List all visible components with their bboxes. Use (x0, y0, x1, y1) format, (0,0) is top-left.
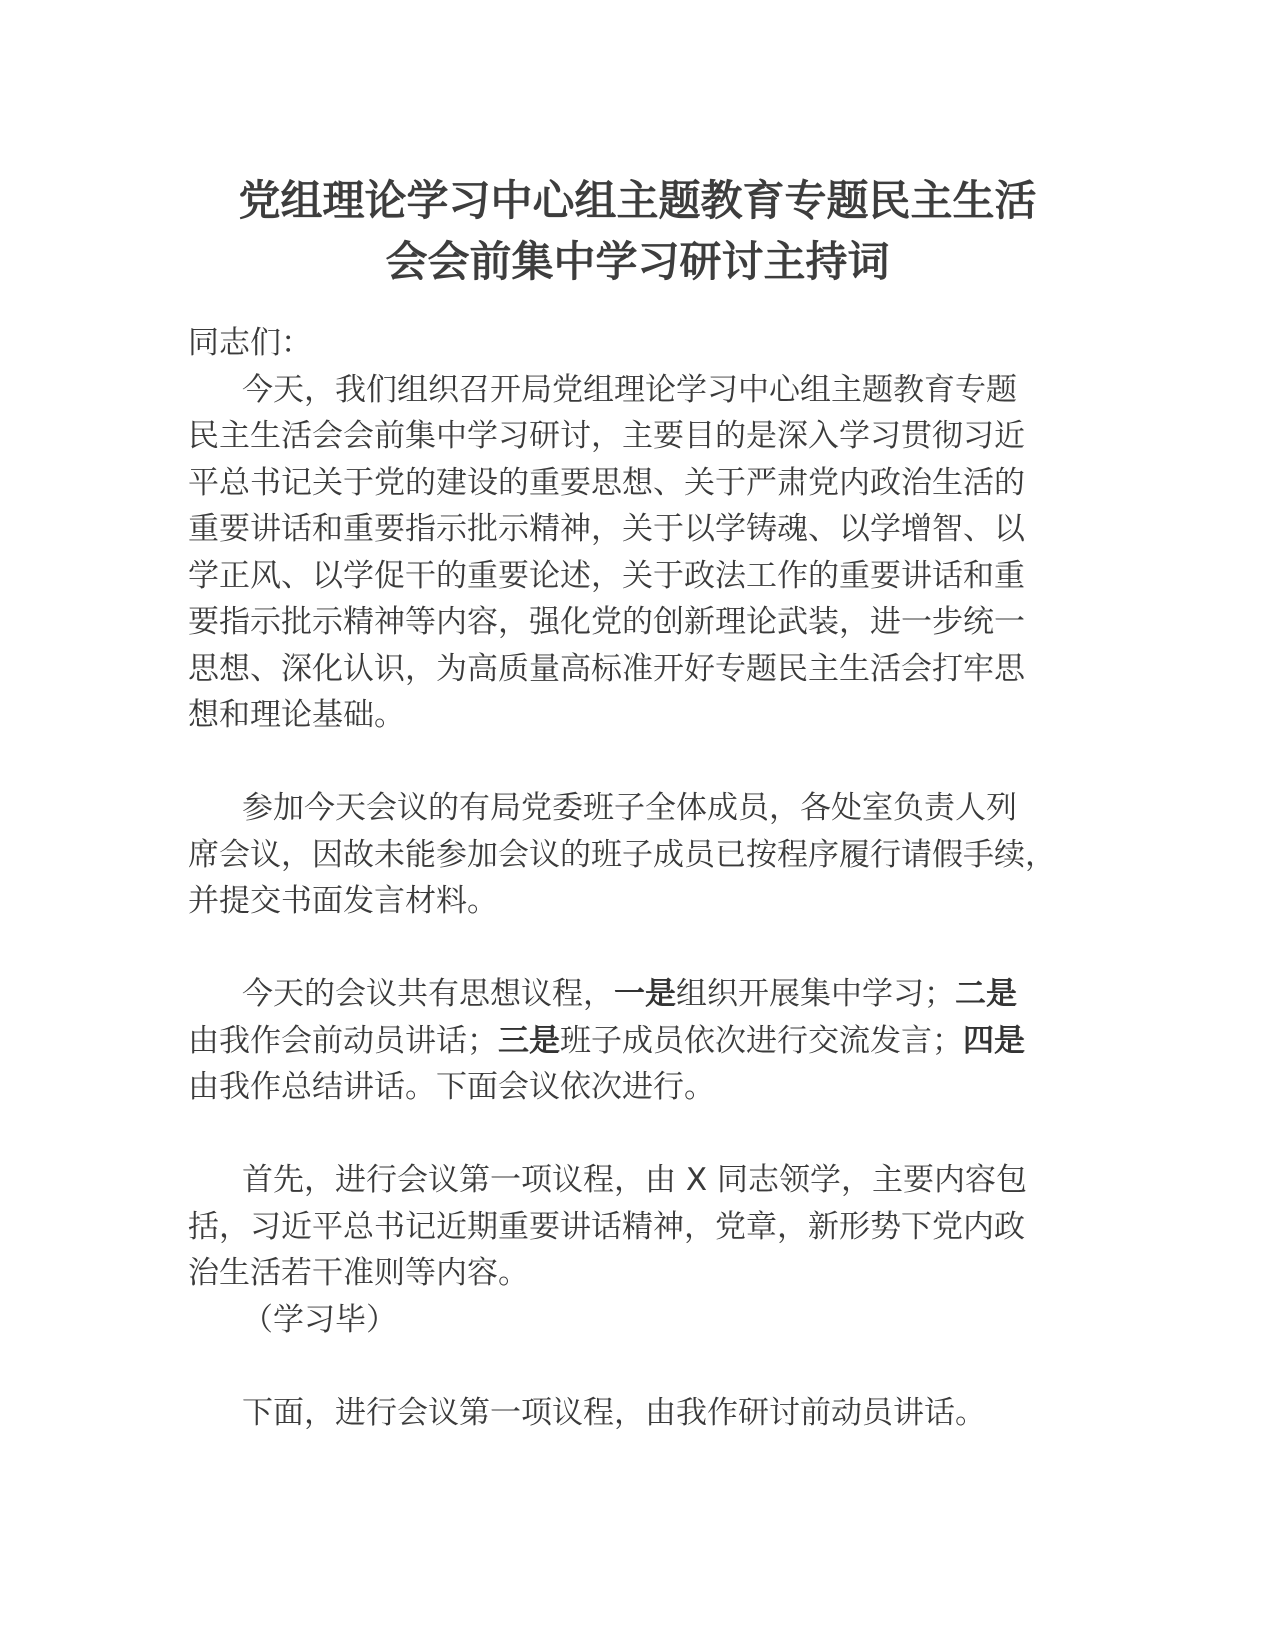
agenda-item-one-label: 一是 (614, 976, 676, 1012)
title-line-2: 会会前集中学习研讨主持词 (385, 237, 890, 286)
paragraph-2-line: 席会议，因故未能参加会议的班子成员已按程序履行请假手续， (188, 836, 1056, 873)
agenda-item-three-label: 三是 (498, 1022, 560, 1059)
paragraph-2-line: 并提交书面发言材料。 (188, 883, 498, 919)
paragraph-4-line: 括，习近平总书记近期重要讲话精神，党章，新形势下党内政 (188, 1208, 1025, 1245)
paragraph-gap (188, 739, 1100, 786)
agenda-item-four-label: 四是 (963, 1022, 1025, 1059)
agenda-text: 组织开展集中学习； (676, 976, 955, 1012)
agenda-text: 班子成员依次进行交流发言； (560, 1022, 963, 1059)
agenda-text: 由我作会前动员讲话； (188, 1022, 498, 1059)
paragraph-gap (188, 925, 1100, 972)
paragraph-2-line: 参加今天会议的有局党委班子全体成员，各处室负责人列 (242, 790, 1017, 826)
paragraph-gap (188, 1343, 1100, 1390)
paragraph-3-line (188, 1018, 1100, 1065)
paragraph-1-line: 平总书记关于党的建设的重要思想、关于严肃党内政治生活的 (188, 464, 1025, 501)
document-title (150, 170, 1125, 292)
agenda-item-two-label: 二是 (955, 976, 1017, 1012)
agenda-text: 今天的会议共有思想议程， (242, 976, 614, 1012)
paragraph-3-line (188, 971, 1100, 1018)
paragraph-1-line: 思想、深化认识，为高质量高标准开好专题民主生活会打牢思 (188, 650, 1025, 687)
salutation: 同志们： (188, 325, 312, 361)
paragraph-4-line: 治生活若干准则等内容。 (188, 1255, 529, 1291)
paragraph-gap (188, 1111, 1100, 1158)
paragraph-1-line: 想和理论基础。 (188, 697, 405, 733)
document-body (188, 320, 1100, 1436)
paragraph-1-line: 重要讲话和重要指示批示精神，关于以学铸魂、以学增智、以 (188, 511, 1025, 547)
study-finished-note: （学习毕） (242, 1301, 397, 1338)
paragraph-3-line: 由我作总结讲话。下面会议依次进行。 (188, 1069, 715, 1105)
paragraph-1-line: 今天，我们组织召开局党组理论学习中心组主题教育专题 (242, 371, 1017, 408)
title-line-1: 党组理论学习中心组主题教育专题民主生活 (238, 176, 1037, 225)
paragraph-1-line: 民主生活会会前集中学习研讨，主要目的是深入学习贯彻习近 (188, 418, 1025, 454)
paragraph-5-line: 下面，进行会议第一项议程，由我作研讨前动员讲话。 (242, 1394, 986, 1431)
paragraph-1-line: 要指示批示精神等内容，强化党的创新理论武装，进一步统一 (188, 604, 1025, 640)
paragraph-4-line: 首先，进行会议第一项议程，由 X 同志领学，主要内容包 (242, 1162, 1027, 1198)
paragraph-1-line: 学正风、以学促干的重要论述，关于政法工作的重要讲话和重 (188, 557, 1025, 594)
